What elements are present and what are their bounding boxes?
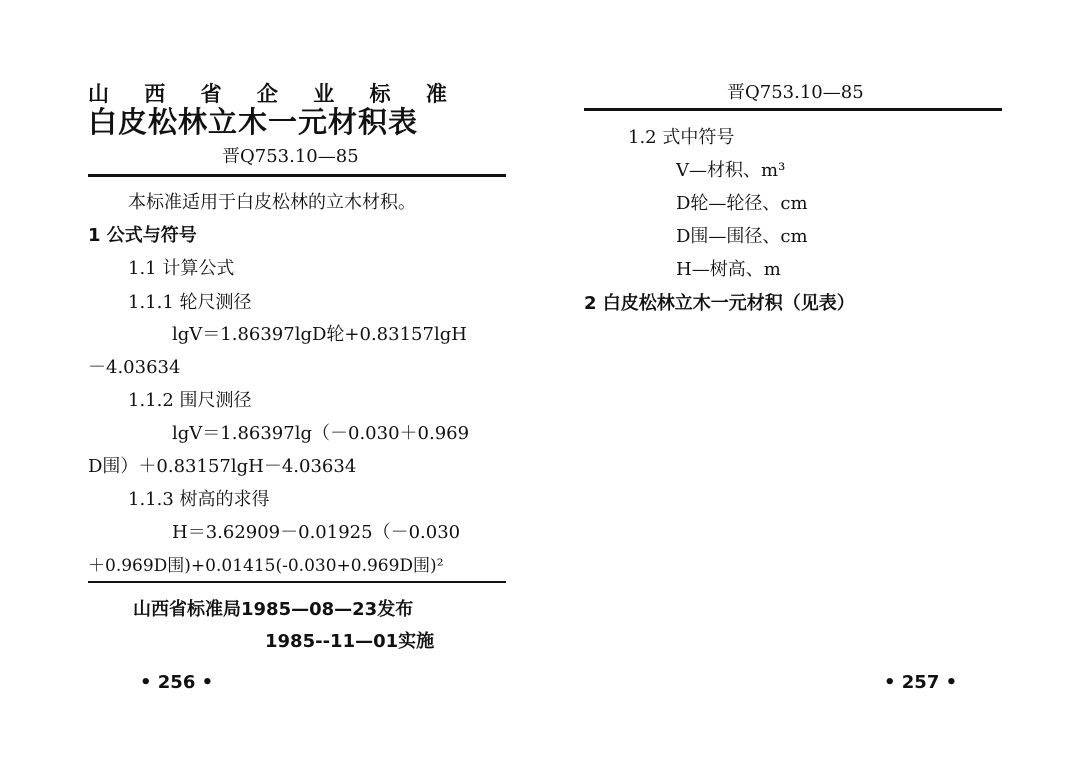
header-rule-right (584, 108, 1002, 111)
document-title: 白皮松林立木一元材积表 (88, 105, 419, 139)
formula-1-line-2: －4.03634 (88, 357, 181, 378)
header-rule-left (88, 174, 506, 177)
standard-code-right: 晋Q753.10—85 (727, 82, 864, 103)
section-1-heading: 1 公式与符号 (88, 225, 197, 246)
page-number-right: • 257 • (884, 672, 958, 693)
org-header: 山 西 省 企 业 标 准 (88, 82, 461, 106)
issued-line: 山西省标准局1985—08—23发布 (133, 599, 414, 620)
page-number-left: • 256 • (140, 672, 214, 693)
footer-rule-left (88, 581, 506, 583)
section-1-1-heading: 1.1 计算公式 (128, 258, 235, 279)
symbol-v: V—材积、m³ (676, 160, 786, 181)
implemented-line: 1985--11—01实施 (265, 631, 435, 652)
intro-text: 本标准适用于白皮松林的立木材积。 (128, 192, 416, 213)
formula-2-line-2: D围）＋0.83157lgH－4.03634 (88, 456, 357, 477)
formula-2-line-1: lgV＝1.86397lg（－0.030＋0.969 (172, 423, 470, 444)
section-1-1-2-heading: 1.1.2 围尺测径 (128, 390, 252, 411)
formula-3-line-1: H＝3.62909－0.01925（－0.030 (172, 522, 461, 543)
section-2-heading: 2 白皮松林立木一元材积（见表） (584, 293, 855, 314)
formula-3-line-2: ＋0.969D围)+0.01415(-0.030+0.969D围)² (88, 556, 444, 576)
symbol-h: H—树高、m (676, 259, 781, 280)
standard-code-left: 晋Q753.10—85 (222, 146, 359, 167)
section-1-1-1-heading: 1.1.1 轮尺测径 (128, 292, 252, 313)
section-1-1-3-heading: 1.1.3 树高的求得 (128, 489, 270, 510)
symbol-d-girth: D围—围径、cm (676, 226, 808, 247)
symbol-d-caliper: D轮—轮径、cm (676, 193, 808, 214)
section-1-2-heading: 1.2 式中符号 (628, 127, 735, 148)
formula-1-line-1: lgV＝1.86397lgD轮+0.83157lgH (172, 324, 467, 345)
